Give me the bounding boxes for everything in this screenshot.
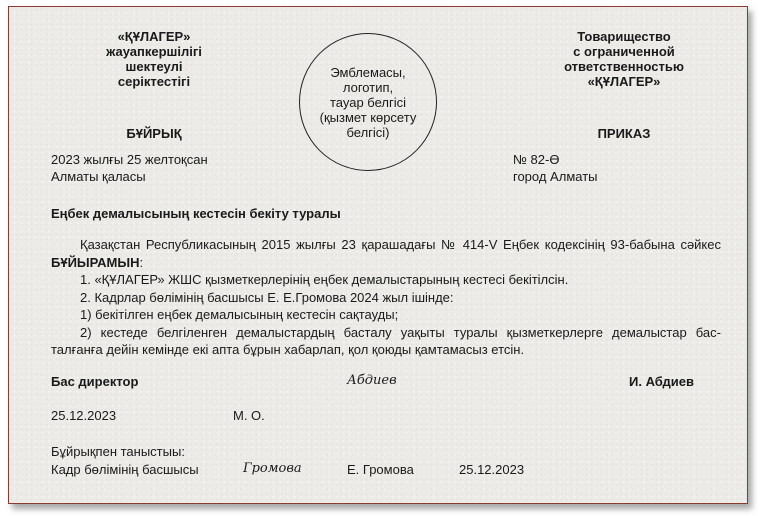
director-signature: Абдиев xyxy=(347,373,397,388)
emblem-line: (қызмет көрсету xyxy=(319,109,417,125)
seal-place: М. О. xyxy=(233,408,265,423)
emblem-line: белгісі) xyxy=(346,124,390,140)
right-header-line: Товарищество xyxy=(577,29,671,44)
acknowledgement-name: Е. Громова xyxy=(347,462,414,477)
director-date: 25.12.2023 xyxy=(51,408,117,423)
order-subject: Еңбек демалысының кестесін бекіту туралы xyxy=(51,206,341,221)
preamble xyxy=(51,236,721,271)
doc-type-ru: ПРИКАЗ xyxy=(597,126,651,141)
doc-type-kz: БҰЙРЫҚ xyxy=(126,126,182,141)
order-word: БҰЙЫРАМЫН xyxy=(51,254,140,270)
order-city-ru: город Алматы xyxy=(513,169,598,184)
right-header-line: с ограниченной xyxy=(573,44,675,59)
left-header-line: серіктестігі xyxy=(117,74,191,89)
emblem-line: тауар белгісі xyxy=(329,94,406,110)
order-subitem-1: 1) бекітілген еңбек демалысының кестесін сақтауды; xyxy=(80,307,399,322)
acknowledgement-position: Кадр бөлімінің басшысы xyxy=(51,462,199,477)
left-header-line: жауапкершілігі xyxy=(106,44,202,59)
order-body xyxy=(51,236,721,359)
order-city-kz: Алматы қаласы xyxy=(51,169,146,184)
order-item-2: 2. Кадрлар бөлімінің басшысы Е. Е.Громова 2024 жыл ішінде: xyxy=(80,289,454,305)
order-number: № 82-Ө xyxy=(513,152,560,167)
emblem-line: логотип, xyxy=(342,79,394,95)
director-title: Бас директор xyxy=(51,374,139,389)
right-header xyxy=(529,29,719,89)
document-sheet xyxy=(8,6,748,504)
order-item-1: 1. «ҚҰЛАГЕР» ЖШС қызметкерлерінің еңбек демалыстарының кестесі бекітілсін. xyxy=(80,272,569,287)
preamble-text: Қазақстан Республикасының 2015 жылғы 23 қарашадағы № 414-V Еңбек кодексінің 93-бабына сәйкес xyxy=(80,237,721,252)
director-name: И. Абдиев xyxy=(629,374,694,389)
emblem-placeholder xyxy=(299,33,437,171)
left-header xyxy=(69,29,239,89)
left-header-line: «ҚҰЛАГЕР» xyxy=(117,29,191,44)
order-subitem-2: 2) кестеде белгіленген демалыстардың басталу уақыты туралы қызметкерлерге демалыстар бас-талғанға дейін кемінде екі апта бұрын хабарлап, қол қоюды қамтамасыз етсін. xyxy=(51,324,721,357)
acknowledgement-label: Бұйрықпен таныстыы: xyxy=(51,444,185,459)
acknowledgement-date: 25.12.2023 xyxy=(459,462,525,477)
emblem-line: Эмблемасы, xyxy=(330,64,406,80)
right-header-line: ответственностью xyxy=(564,59,684,74)
order-date: 2023 жылғы 25 желтоқсан xyxy=(51,152,208,167)
right-header-line: «ҚҰЛАГЕР» xyxy=(587,74,661,89)
left-header-line: шектеулі xyxy=(125,59,183,74)
acknowledgement-signature: Громова xyxy=(243,461,302,476)
order-colon: : xyxy=(139,254,144,270)
